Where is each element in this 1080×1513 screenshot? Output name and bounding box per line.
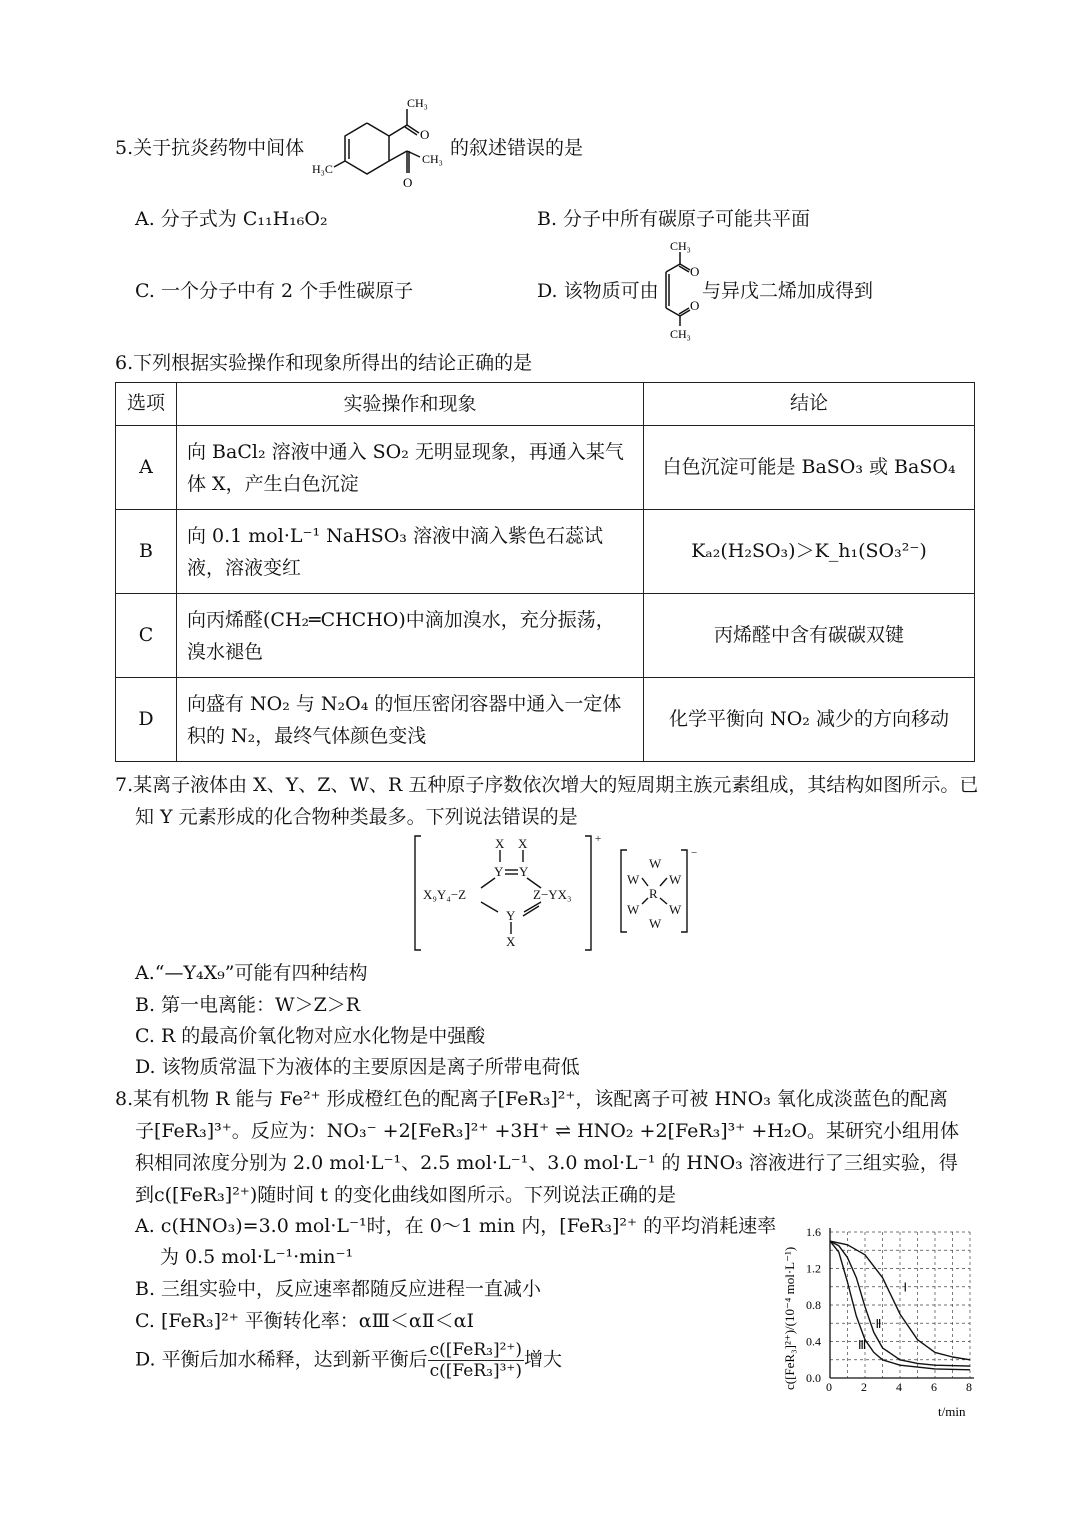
q8-option-d-numerator: c([FeR₃]²⁺) xyxy=(429,1340,523,1360)
q5-option-a: A. 分子式为 C₁₁H₁₆O₂ xyxy=(135,208,328,230)
q8-stem-line4: 到c([FeR₃]²⁺)随时间 t 的变化曲线如图所示。下列说法正确的是 xyxy=(135,1184,676,1206)
chart-x-tick-label: 2 xyxy=(861,1380,867,1394)
q6-row-d-operation: 向盛有 NO₂ 与 N₂O₄ 的恒压密闭容器中通入一定体积的 N₂，最终气体颜色变浅 xyxy=(177,678,644,762)
q8-option-d-fraction xyxy=(428,1340,524,1381)
q7-x-bottom: X xyxy=(506,934,516,949)
q5-d-ch3-top: CH₃ xyxy=(670,239,691,253)
q8-option-b: B. 三组实验中，反应速率都随反应进程一直减小 xyxy=(135,1278,542,1300)
q7-w-lower-left: W xyxy=(627,902,640,917)
chart-x-tick-label: 4 xyxy=(896,1380,902,1394)
chart-x-tick-label: 0 xyxy=(826,1380,832,1394)
table-row xyxy=(116,510,975,594)
q7-x-top-left: X xyxy=(495,836,505,851)
q6-row-b-operation: 向 0.1 mol·L⁻¹ NaHSO₃ 溶液中滴入紫色石蕊试液，溶液变红 xyxy=(177,510,644,594)
q6-table xyxy=(115,382,975,762)
q8-option-a-line1: A. c(HNO₃)=3.0 mol·L⁻¹时，在 0～1 min 内，[FeR₃]²⁺ 的平均消耗速率 xyxy=(135,1215,777,1237)
q8-stem-line2: 子[FeR₃]³⁺。反应为：NO₃⁻ +2[FeR₃]²⁺ +3H⁺ ⇌ HNO₂ +2[FeR₃]³⁺ +H₂O。某研究小组用体 xyxy=(135,1120,960,1142)
q8-chart xyxy=(772,1218,982,1432)
q8-option-d-post: 增大 xyxy=(524,1348,563,1371)
q7-y-bottom: Y xyxy=(506,908,516,923)
q6-row-d-option: D xyxy=(116,678,177,762)
chart-series-label: Ⅱ xyxy=(875,1316,882,1331)
q8-option-d xyxy=(135,1340,562,1381)
q8-chart-ylabel: c([FeR₃]²⁺)/(10⁻⁴ mol·L⁻¹) xyxy=(782,1246,797,1390)
q7-option-b: B. 第一电离能：W＞Z＞R xyxy=(135,994,361,1016)
q6-table-header-row xyxy=(116,383,975,426)
q6-header-conclusion: 结论 xyxy=(644,383,975,426)
q7-right-group: Z−YX₃ xyxy=(533,887,572,902)
q7-option-c: C. R 的最高价氧化物对应水化物是中强酸 xyxy=(135,1025,486,1047)
q5-option-d-pre: D. 该物质可由 xyxy=(537,280,659,302)
q5-h3c-label: H₃C xyxy=(312,162,333,176)
q7-stem-line1: 7.某离子液体由 X、Y、Z、W、R 五种原子序数依次增大的短周期主族元素组成，其结构如图所示。已 xyxy=(115,774,979,796)
q6-row-c-conclusion: 丙烯醛中含有碳碳双键 xyxy=(644,594,975,678)
chart-y-tick-label: 0.0 xyxy=(806,1371,821,1385)
q6-row-a-conclusion: 白色沉淀可能是 BaSO₃ 或 BaSO₄ xyxy=(644,426,975,510)
q6-header-option: 选项 xyxy=(116,383,177,426)
q7-cation-charge: + xyxy=(595,833,602,845)
q5-ch3-top-label: CH₃ xyxy=(407,96,428,110)
table-row xyxy=(116,426,975,510)
q7-option-d: D. 该物质常温下为液体的主要原因是离子所带电荷低 xyxy=(135,1056,580,1078)
q7-y-right: Y xyxy=(519,864,529,879)
q6-stem: 6.下列根据实验操作和现象所得出的结论正确的是 xyxy=(115,352,533,374)
q5-d-o-bottom: O xyxy=(690,298,700,313)
chart-y-tick-label: 1.6 xyxy=(806,1225,821,1239)
q6-row-b-option: B xyxy=(116,510,177,594)
q8-option-a-line2: 为 0.5 mol·L⁻¹·min⁻¹ xyxy=(160,1246,354,1268)
q5-option-b: B. 分子中所有碳原子可能共平面 xyxy=(537,208,811,230)
q7-x-top-right: X xyxy=(518,836,528,851)
q7-w-upper-right: W xyxy=(669,872,682,887)
q7-r-center: R xyxy=(649,886,658,901)
q8-stem-line1: 8.某有机物 R 能与 Fe²⁺ 形成橙红色的配离子[FeR₃]²⁺，该配离子可被 HNO₃ 氧化成淡蓝色的配离 xyxy=(115,1088,948,1110)
chart-y-tick-label: 1.2 xyxy=(806,1261,821,1276)
q7-stem-line2: 知 Y 元素形成的化合物种类最多。下列说法错误的是 xyxy=(135,806,578,828)
q5-o-top-label: O xyxy=(420,127,430,142)
chart-x-tick-label: 6 xyxy=(931,1380,937,1394)
q7-y-left: Y xyxy=(494,864,504,879)
q7-anion-charge: − xyxy=(691,847,698,859)
q8-stem-line3: 积相同浓度分别为 2.0 mol·L⁻¹、2.5 mol·L⁻¹、3.0 mol·L⁻¹ 的 HNO₃ 溶液进行了三组实验，得 xyxy=(135,1152,958,1174)
q6-row-d-conclusion: 化学平衡向 NO₂ 减少的方向移动 xyxy=(644,678,975,762)
q6-row-a-operation: 向 BaCl₂ 溶液中通入 SO₂ 无明显现象，再通入某气体 X，产生白色沉淀 xyxy=(177,426,644,510)
table-row xyxy=(116,678,975,762)
q7-w-upper-left: W xyxy=(627,872,640,887)
q8-option-c: C. [FeR₃]²⁺ 平衡转化率：αⅢ＜αⅡ＜αⅠ xyxy=(135,1310,474,1332)
chart-x-tick-label: 8 xyxy=(966,1380,972,1394)
chart-series-label: Ⅰ xyxy=(903,1280,908,1295)
q6-row-a-option: A xyxy=(116,426,177,510)
table-row xyxy=(116,594,975,678)
q7-option-a: A.“—Y₄X₉”可能有四种结构 xyxy=(135,962,368,984)
q5-stem-post: 的叙述错误的是 xyxy=(450,137,584,159)
q5-molecule-structure xyxy=(312,93,452,207)
q5-d-ch3-bottom: CH₃ xyxy=(670,327,691,341)
chart-y-tick-label: 0.4 xyxy=(806,1334,821,1349)
q8-option-d-denominator: c([FeR₃]³⁺) xyxy=(429,1361,523,1381)
q7-w-bottom: W xyxy=(649,916,662,931)
q7-w-lower-right: W xyxy=(669,902,682,917)
q7-w-top: W xyxy=(649,856,662,871)
chart-y-tick-label: 0.8 xyxy=(806,1298,821,1312)
q5-option-c: C. 一个分子中有 2 个手性碳原子 xyxy=(135,280,414,302)
q6-row-c-option: C xyxy=(116,594,177,678)
q6-row-c-operation: 向丙烯醛(CH₂═CHCHO)中滴加溴水，充分振荡，溴水褪色 xyxy=(177,594,644,678)
q6-row-b-conclusion: Kₐ₂(H₂SO₃)＞K_h₁(SO₃²⁻) xyxy=(644,510,975,594)
q8-chart-svg xyxy=(772,1218,982,1423)
chart-series-label: Ⅲ xyxy=(858,1337,867,1352)
q7-ionic-structure xyxy=(405,832,705,966)
q5-ch3-right-label: CH₃ xyxy=(422,152,443,166)
q8-chart-xlabel: t/min xyxy=(938,1404,966,1419)
q8-option-d-pre: D. 平衡后加水稀释，达到新平衡后 xyxy=(135,1348,428,1371)
q5-d-o-top: O xyxy=(690,264,700,279)
q5-option-d-molecule xyxy=(654,238,704,351)
q5-option-d-post: 与异戊二烯加成得到 xyxy=(702,280,874,302)
q6-header-operation: 实验操作和现象 xyxy=(177,383,644,426)
q5-stem-pre: 5.关于抗炎药物中间体 xyxy=(115,137,305,159)
q7-left-group: X₉Y₄−Z xyxy=(423,887,467,902)
q5-o-bottom-label: O xyxy=(403,175,413,190)
